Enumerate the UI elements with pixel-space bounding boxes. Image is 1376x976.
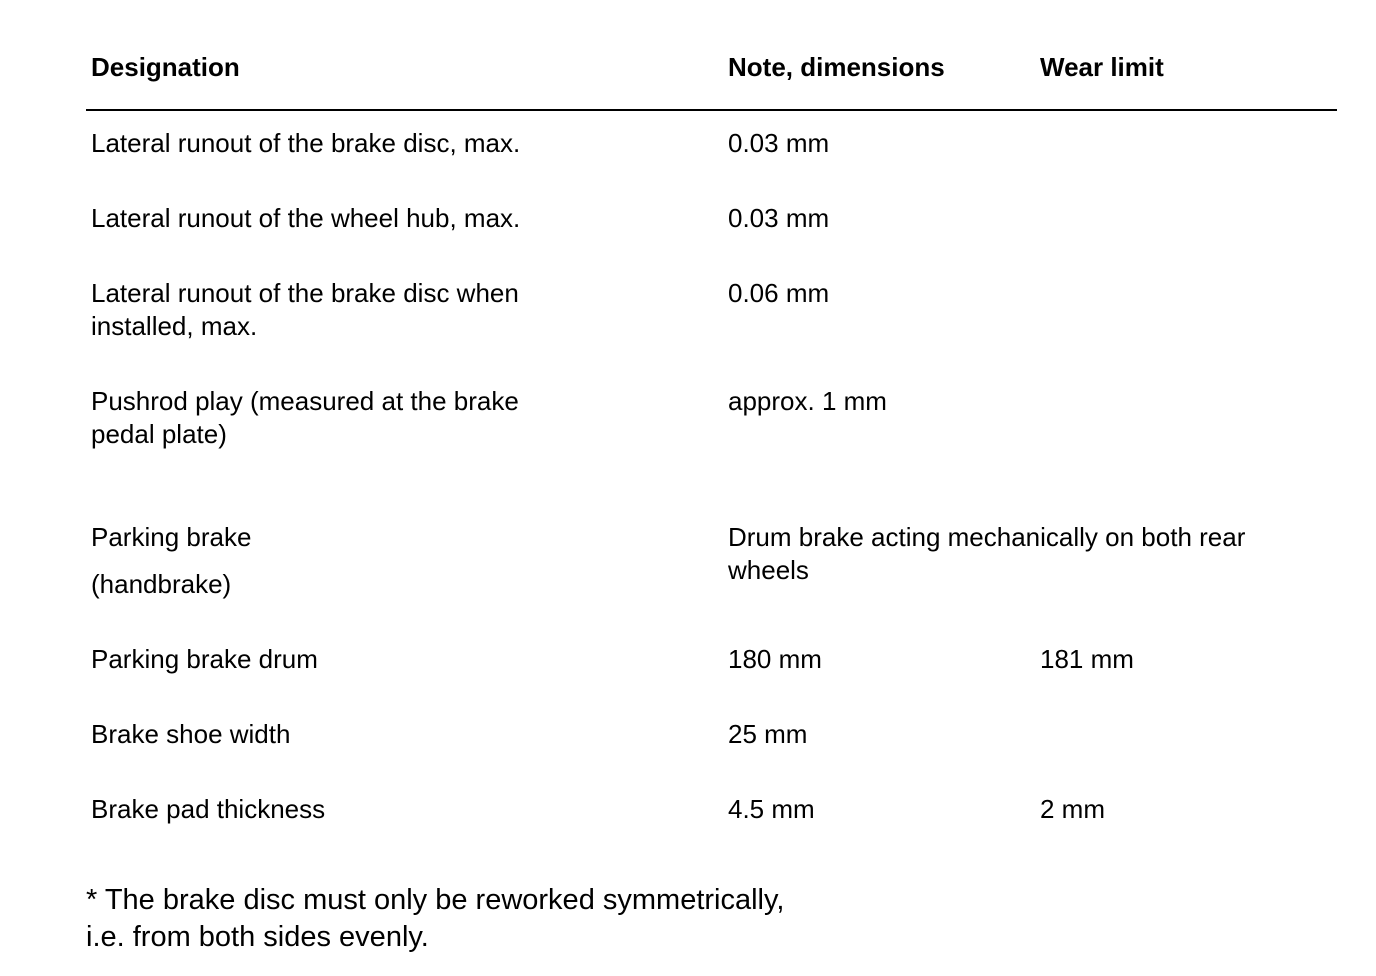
note-text: wheels bbox=[728, 555, 809, 585]
note-cell bbox=[728, 127, 1328, 160]
footnote-line: * The brake disc must only be reworked symmetrically, bbox=[86, 884, 785, 916]
note-text: 25 mm bbox=[728, 719, 808, 749]
wear-limit-cell: 181 mm bbox=[1040, 644, 1134, 674]
footnote bbox=[86, 882, 986, 956]
table-header bbox=[0, 48, 1376, 88]
designation-cell bbox=[91, 202, 591, 235]
designation-cell bbox=[91, 643, 591, 676]
note-text: Drum brake acting mechanically on both rear bbox=[728, 522, 1246, 552]
note-cell bbox=[728, 202, 1328, 235]
designation-cell bbox=[91, 793, 591, 826]
header-divider bbox=[86, 109, 1337, 111]
designation-cell bbox=[91, 127, 591, 160]
designation-text: (handbrake) bbox=[91, 569, 232, 599]
designation-text: Parking brake drum bbox=[91, 644, 318, 674]
note-text: 0.03 mm bbox=[728, 128, 830, 158]
designation-text: pedal plate) bbox=[91, 419, 227, 449]
note-text: approx. 1 mm bbox=[728, 386, 887, 416]
designation-text: Lateral runout of the brake disc when bbox=[91, 278, 519, 308]
note-text: 4.5 mm bbox=[728, 794, 815, 824]
designation-text: Lateral runout of the brake disc, max. bbox=[91, 128, 521, 158]
designation-cell bbox=[91, 385, 591, 451]
designation-cell bbox=[91, 521, 591, 601]
designation-text: Lateral runout of the wheel hub, max. bbox=[91, 203, 521, 233]
note-cell bbox=[728, 385, 1328, 418]
note-text: 0.06 mm bbox=[728, 278, 830, 308]
footnote-line: i.e. from both sides evenly. bbox=[86, 921, 429, 953]
designation-cell bbox=[91, 277, 591, 343]
designation-text: Pushrod play (measured at the brake bbox=[91, 386, 519, 416]
note-cell bbox=[728, 277, 1328, 310]
designation-text: Brake shoe width bbox=[91, 719, 291, 749]
header-designation: Designation bbox=[91, 52, 240, 82]
designation-cell bbox=[91, 718, 591, 751]
note-cell bbox=[728, 521, 1328, 587]
header-note-dimensions: Note, dimensions bbox=[728, 52, 945, 82]
note-text: 0.03 mm bbox=[728, 203, 830, 233]
note-text: 180 mm bbox=[728, 644, 822, 674]
wear-limit-cell: 2 mm bbox=[1040, 794, 1105, 824]
note-cell bbox=[728, 718, 1328, 751]
header-wear-limit: Wear limit bbox=[1040, 52, 1164, 82]
designation-text: Brake pad thickness bbox=[91, 794, 326, 824]
designation-text: Parking brake bbox=[91, 522, 252, 552]
designation-text: installed, max. bbox=[91, 311, 258, 341]
